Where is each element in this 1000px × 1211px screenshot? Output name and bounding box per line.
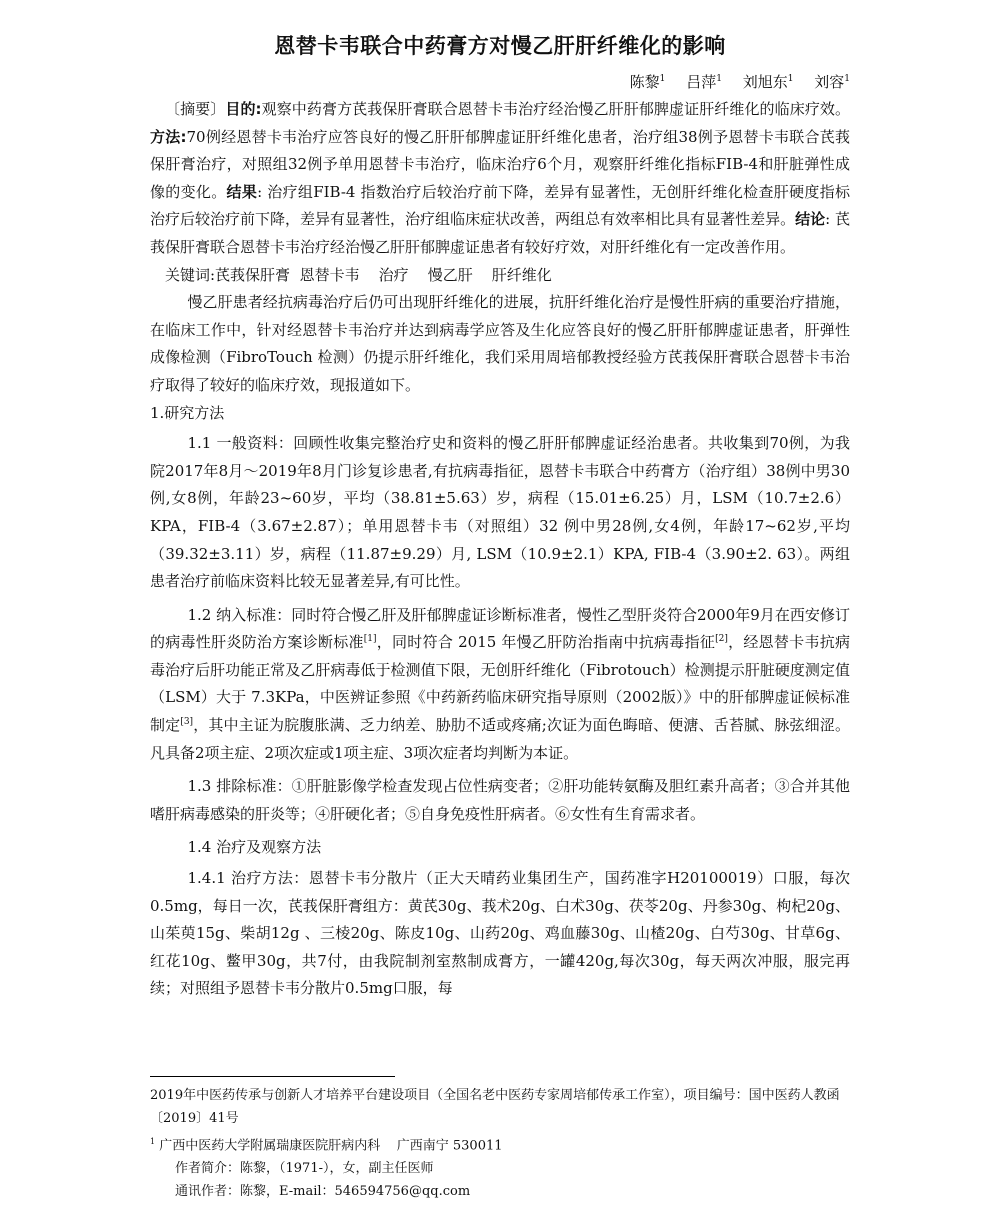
affiliation-note: $^1$ 广西中医药大学附属瑞康医院肝病内科 广西南宁 530011 <box>150 1137 503 1154</box>
abstract: 〔摘要〕目的:观察中药膏方芪莪保肝膏联合恩替卡韦治疗经治慢乙肝肝郁脾虚证肝纤维化的临床疗效。方法:70例经恩替卡韦治疗应答良好的慢乙肝肝郁脾虚证肝纤维化患者，治疗组38例予恩替卡韦联合芪莪保肝膏治疗，对照组32例予单用恩替卡韦治疗，临床治疗6个月，观察肝纤维化指标FIB-4和肝脏弹性成像的变化。结果: 治疗组FIB-4 指数治疗后较治疗前下降，差异有显著性，无创肝纤维化检查肝硬度指标治疗后较治疗前下降，差异有显著性，治疗组临床症状改善，两组总有效率相比具有显著性差异。结论: 芪莪保肝膏联合恩替卡韦治疗经治慢乙肝肝郁脾虚证患者有较好疗效，对肝纤维化有一定改善作用。 <box>150 100 850 256</box>
keywords: 关键词:芪莪保肝膏 恩替卡韦 治疗 慢乙肝 肝纤维化 <box>165 265 552 284</box>
introduction: 慢乙肝患者经抗病毒治疗后仍可出现肝纤维化的进展，抗肝纤维化治疗是慢性肝病的重要治疗措施，在临床工作中，针对经恩替卡韦治疗并达到病毒学应答及生化应答良好的慢乙肝肝郁脾虚证患者，肝弹性成像检测（FibroTouch 检测）仍提示肝纤维化，我们采用周培郁教授经验方芪莪保肝膏联合恩替卡韦治疗取得了较好的临床疗效，现报道如下。 <box>150 293 850 394</box>
general-data-paragraph: 1.1 一般资料：回顾性收集完整治疗史和资料的慢乙肝肝郁脾虚证经治患者。共收集到70例，为我院2017年8月～2019年8月门诊复诊患者,有抗病毒指征，恩替卡韦联合中药膏方（治疗组）38例中男30例,女8例，年龄23~60岁，平均（38.81±5.63）岁，病程（15.01±6.25）月，LSM（10.7±2.6）KPA，FIB-4（3.67±2.87）；单用恩替卡韦（对照组）32 例中男28例,女4例，年龄17~62岁,平均（39.32±3.11）岁，病程（11.87±9.29）月, LSM（10.9±2.1）KPA, FIB-4（3.90±2. 63）。两组患者治疗前临床资料比较无显著差异,有可比性。 <box>150 434 850 591</box>
corresponding-author: 通讯作者：陈黎，E-mail：546594756@qq.com <box>175 1184 471 1200</box>
inclusion-criteria-paragraph: 1.2 纳入标准：同时符合慢乙肝及肝郁脾虚证诊断标准者，慢性乙型肝炎符合2000年9月在西安修订的病毒性肝炎防治方案诊断标准[1]，同时符合 2015 年慢乙肝防治指南中抗病毒指征[2]，经恩替卡韦抗病毒治疗后肝功能正常及乙肝病毒低于检测值下限，无创肝纤维化（Fibrotouch）检测提示肝脏硬度测定值（LSM）大于 7.3KPa，中医辨证参照《中药新药临床研究指导原则（2002版）》中的肝郁脾虚证候标准制定[3]，其中主证为脘腹胀满、乏力纳差、胁肋不适或疼痛;次证为面色晦暗、便溏、舌苔腻、脉弦细涩。凡具备2项主症、2项次症或1项主症、3项次症者均判断为本证。 <box>150 605 850 762</box>
section-heading: 1.研究方法 <box>150 403 225 422</box>
paper-title: 恩替卡韦联合中药膏方对慢乙肝肝纤维化的影响 <box>274 33 726 58</box>
author: 陈黎$^1$ <box>629 73 666 91</box>
author-bio: 作者简介：陈黎，（1971-），女，副主任医师 <box>175 1161 434 1177</box>
exclusion-criteria-paragraph: 1.3 排除标准：①肝脏影像学检查发现占位性病变者；②肝功能转氨酶及胆红素升高者；③合并其他嗜肝病毒感染的肝炎等；④肝硬化者；⑤自身免疫性肝病者。⑥女性有生育需求者。 <box>150 777 850 823</box>
footnote-divider <box>150 1076 395 1077</box>
author: 刘容$^1$ <box>814 73 850 91</box>
treatment-method-paragraph: 1.4.1 治疗方法：恩替卡韦分散片（正大天晴药业集团生产，国药准字H20100019）口服，每次0.5mg，每日一次，芪莪保肝膏组方：黄芪30g、莪术20g、白术30g、茯苓20g、丹参30g、枸杞20g、山茱萸15g、柴胡12g 、三棱20g、陈皮10g、山药20g、鸡血藤30g、山楂20g、白芍30g、甘草6g、红花10g、鳖甲30g，共7付，由我院制剂室熬制成膏方，一罐420g,每次30g，每天两次冲服，服完再续；对照组予恩替卡韦分散片0.5mg口服，每 <box>150 869 850 998</box>
footnotes <box>150 1084 850 1203</box>
author: 刘旭东$^1$ <box>742 73 794 91</box>
paper-page <box>150 30 850 1003</box>
author-list <box>150 68 850 96</box>
author: 吕萍$^1$ <box>686 73 722 91</box>
funding-note: 2019年中医药传承与创新人才培养平台建设项目（全国名老中医药专家周培郁传承工作室），项目编号：国中医药人教函〔2019〕41号 <box>150 1088 840 1126</box>
subsection-heading: 1.4 治疗及观察方法 <box>187 838 322 857</box>
